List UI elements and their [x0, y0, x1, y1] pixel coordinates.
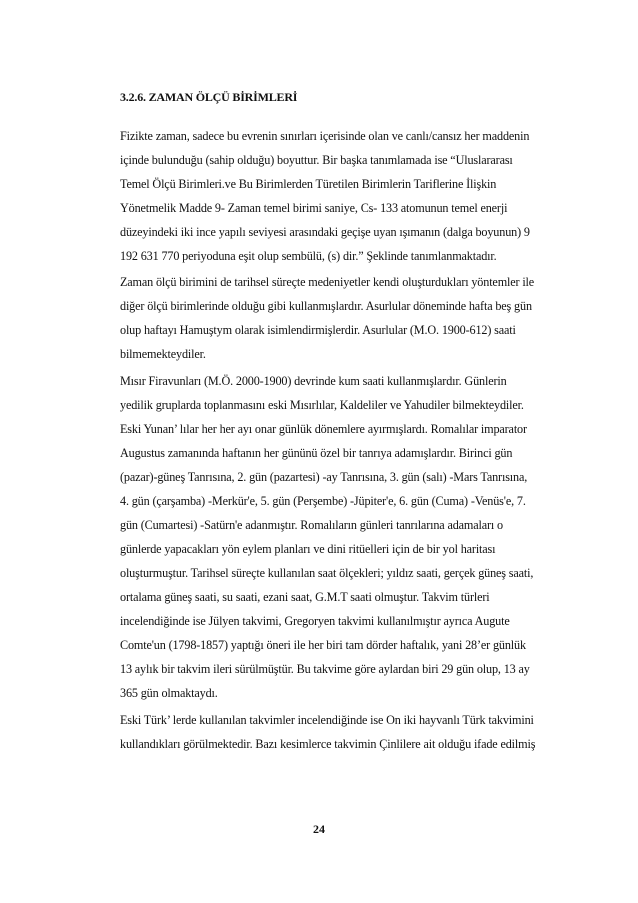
paragraph-4-line-2: kullandıkları görülmektedir. Bazı kesimlerce takvimin Çinlilere ait olduğu ifade edilmiş — [120, 737, 536, 751]
paragraph-3-line-13: 13 aylık bir takvim ileri sürülmüştür. Bu takvime göre aylardan biri 29 gün olup, 13 ay — [120, 662, 530, 676]
paragraph-1-line-2: içinde bulunduğu (sahip olduğu) boyuttur. Bir başka tanımlamada ise “Uluslararası — [120, 153, 513, 167]
paragraph-3-line-6: 4. gün (çarşamba) -Merkür'e, 5. gün (Perşembe) -Jüpiter'e, 6. gün (Cuma) -Venüs'e, 7. — [120, 494, 526, 508]
paragraph-1-line-6: 192 631 770 periyoduna eşit olup sembülü, (s) dir.” Şeklinde tanımlanmaktadır. — [120, 249, 497, 263]
paragraph-2-line-2: diğer ölçü birimlerinde olduğu gibi kullanmışlardır. Asurlular döneminde hafta beş gün — [120, 299, 532, 313]
paragraph-3-line-9: oluşturmuştur. Tarihsel süreçte kullanılan saat ölçekleri; yıldız saati, gerçek güneş saati, — [120, 566, 534, 580]
page-number: 24 — [313, 822, 325, 836]
paragraph-3-line-10: ortalama güneş saati, su saati, ezani saat, G.M.T saati olmuştur. Takvim türleri — [120, 590, 490, 604]
paragraph-2-line-1: Zaman ölçü birimini de tarihsel süreçte medeniyetler kendi oluşturdukları yöntemler ile — [120, 275, 535, 289]
paragraph-3-line-4: Augustus zamanında haftanın her gününü özel bir tanrıya adamışlardır. Birinci gün — [120, 446, 513, 460]
paragraph-3-line-12: Comte'un (1798-1857) yaptığı öneri ile her biri tam dörder haftalık, yani 28’er günlük — [120, 638, 526, 652]
paragraph-3-line-14: 365 gün olmaktaydı. — [120, 686, 218, 700]
section-heading: 3.2.6. ZAMAN ÖLÇÜ BİRİMLERİ — [120, 90, 298, 104]
paragraph-3-line-3: Eski Yunan’ lılar her her ayı onar günlük dönemlere ayırmışlardı. Romalılar imparator — [120, 422, 527, 436]
paragraph-1-line-3: Temel Ölçü Birimleri.ve Bu Birimlerden Türetilen Birimlerin Tariflerine İlişkin — [120, 177, 497, 191]
paragraph-4-line-1: Eski Türk’ lerde kullanılan takvimler incelendiğinde ise On iki hayvanlı Türk takvimini — [120, 713, 534, 727]
paragraph-2-line-4: bilmemekteydiler. — [120, 347, 206, 361]
paragraph-3-line-1: Mısır Firavunları (M.Ö. 2000-1900) devrinde kum saati kullanmışlardır. Günlerin — [120, 374, 507, 388]
paragraph-3-line-8: günlerde yapacakları yön eylem planları ve dini ritüelleri için de bir yol haritası — [120, 542, 496, 556]
paragraph-3-line-5: (pazar)-güneş Tanrısına, 2. gün (pazartesi) -ay Tanrısına, 3. gün (salı) -Mars Tanrısına, — [120, 470, 528, 484]
paragraph-3-line-11: incelendiğinde ise Jülyen takvimi, Gregoryen takvimi kullanılmıştır ayrıca Augute — [120, 614, 510, 628]
paragraph-1-line-1: Fizikte zaman, sadece bu evrenin sınırları içerisinde olan ve canlı/cansız her maddenin — [120, 129, 530, 143]
paragraph-3-line-2: yedilik gruplarda toplanmasını eski Mısırlılar, Kaldeliler ve Yahudiler bilmekteydiler. — [120, 398, 524, 412]
paragraph-2-line-3: olup haftayı Hamuştym olarak isimlendirmişlerdir. Asurlular (M.O. 1900-612) saati — [120, 323, 516, 337]
paragraph-3-line-7: gün (Cumartesi) -Satürn'e adanmıştır. Romalıların günleri tanrılarına adamaları o — [120, 518, 503, 532]
paragraph-1-line-4: Yönetmelik Madde 9- Zaman temel birimi saniye, Cs- 133 atomunun temel enerji — [120, 201, 508, 215]
paragraph-1-line-5: düzeyindeki iki ince yapılı seviyesi arasındaki geçişe uyan ışımanın (dalga boyunun) 9 — [120, 225, 530, 239]
